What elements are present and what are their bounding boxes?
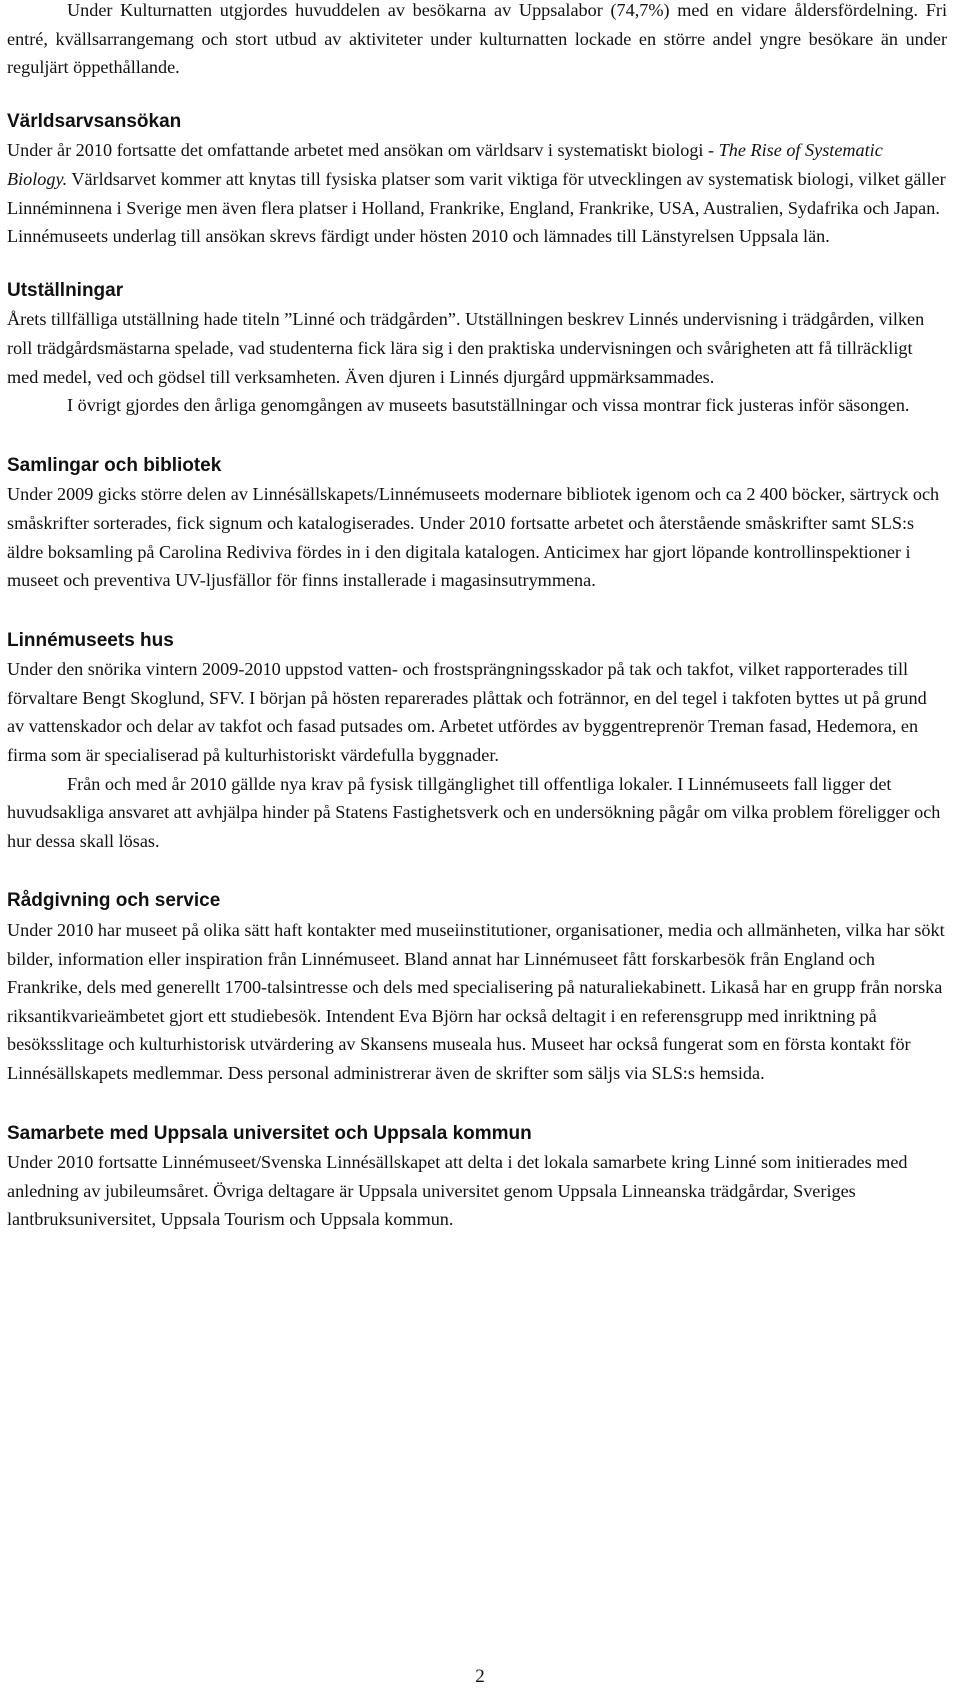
section-heading: Samlingar och bibliotek: [7, 454, 222, 476]
utstallningar-paragraph-2: I övrigt gjordes den årliga genomgången av museets basutställningar och vissa montrar fick justeras inför säsongen.: [67, 395, 910, 416]
intro-paragraph: Under Kulturnatten utgjordes huvuddelen av besökarna av Uppsalabor (74,7%) med en vidare åldersfördelning. Fri entré, kvällsarrangemang och stort utbud av aktiviteter under kulturnatten lockade en större andel yngre besökare än under reguljärt öppethållande.: [7, 0, 947, 78]
section-samarbete: [7, 1120, 947, 1234]
section-utstallningar: [7, 277, 947, 420]
section-samlingar: [7, 452, 947, 595]
varldsarv-paragraph: [7, 136, 947, 250]
section-heading: Samarbete med Uppsala universitet och Uppsala kommun: [7, 1122, 532, 1144]
hus-paragraph-1: Under den snörika vintern 2009-2010 uppstod vatten- och frostsprängningsskador på tak och takfot, vilket rapporterades till förvaltare Bengt Skoglund, SFV. I början på hösten reparerades plåttak och fotrännor, en del tegel i takfoten byttes ut på grund av vattenskador och delar av takfot och fasad putsades om. Arbetet utfördes av byggentreprenör Treman fasad, Hedemora, en firma som är specialiserad på kulturhistoriskt värdefulla byggnader.: [7, 659, 927, 766]
section-heading: Världsarvsansökan: [7, 110, 182, 132]
section-heading: Utställningar: [7, 279, 124, 301]
hus-paragraph-2: Från och med år 2010 gällde nya krav på fysisk tillgänglighet till offentliga lokaler. I Linnémuseets fall ligger det huvudsakliga ansvaret att avhjälpa hinder på Statens Fastighetsverk och en undersökning pågår om vilka problem föreligger och hur dessa skall lösas.: [7, 773, 941, 851]
section-heading: Linnémuseets hus: [7, 629, 174, 651]
section-varldsarv: [7, 108, 947, 251]
document-page: [7, 0, 947, 1234]
varldsarv-text-start: Under år 2010 fortsatte det omfattande arbetet med ansökan om världsarv i systematiskt biologi -: [7, 140, 719, 161]
utstallningar-paragraph-1: Årets tillfälliga utställning hade titeln ”Linné och trädgården”. Utställningen beskrev Linnés undervisning i trädgården, vilken roll trädgårdsmästarna spelade, vad studenterna fick lära sig i den praktiska undervisningen och svårigheten att få tillräckligt med medel, ved och gödsel till verksamheten. Även djuren i Linnés djurgård uppmärksammades.: [7, 309, 925, 387]
section-radgivning: [7, 887, 947, 1087]
section-heading: Rådgivning och service: [7, 890, 221, 912]
page-number: 2: [475, 1666, 485, 1687]
samarbete-paragraph: Under 2010 fortsatte Linnémuseet/Svenska Linnésällskapet att delta i det lokala samarbete kring Linné som initierades med anledning av jubileumsåret. Övriga deltagare är Uppsala universitet genom Uppsala Linneanska trädgårdar, Sveriges lantbruksuniversitet, Uppsala Tourism och Uppsala kommun.: [7, 1152, 908, 1230]
samlingar-paragraph: Under 2009 gicks större delen av Linnésällskapets/Linnémuseets modernare bibliotek igenom och ca 2 400 böcker, särtryck och småskrifter sorterades, fick signum och katalogiserades. Under 2010 fortsatte arbetet och återstående småskrifter samt SLS:s äldre boksamling på Carolina Rediviva fördes in i den digitala katalogen. Anticimex har gjort löpande kontrollinspektioner i museet och preventiva UV-ljusfällor för finns installerade i magasinsutrymmena.: [7, 484, 940, 591]
varldsarv-title-italic: The Rise of Systematic Biology.: [7, 140, 883, 189]
radgivning-paragraph: Under 2010 har museet på olika sätt haft kontakter med museiinstitutioner, organisationer, media och allmänheten, vilka har sökt bilder, information eller inspiration från Linnémuseet. Bland annat har Linnémuseet fått forskarbesök från England och Frankrike, dels med generellt 1700-talsintresse och dels med specialisering på naturaliekabinett. Likaså har en grupp från norska riksantikvarieämbetet gjort ett studiebesök. Intendent Eva Björn har också deltagit i en referensgrupp med inriktning på besöksslitage och kulturhistorisk utvärdering av Skansens museala hus. Museet har också fungerat som en första kontakt för Linnésällskapets medlemmar. Dess personal administrerar även de skrifter som säljs via SLS:s hemsida.: [7, 920, 945, 1083]
varldsarv-text-end: Världsarvet kommer att knytas till fysiska platser som varit viktiga för utvecklingen av systematisk biologi, vilket gäller Linnéminnena i Sverige men även flera platser i Holland, Frankrike, England, Frankrike, USA, Australien, Sydafrika och Japan. Linnémuseets underlag till ansökan skrevs färdigt under hösten 2010 och lämnades till Länstyrelsen Uppsala län.: [7, 168, 946, 247]
section-hus: [7, 627, 947, 856]
